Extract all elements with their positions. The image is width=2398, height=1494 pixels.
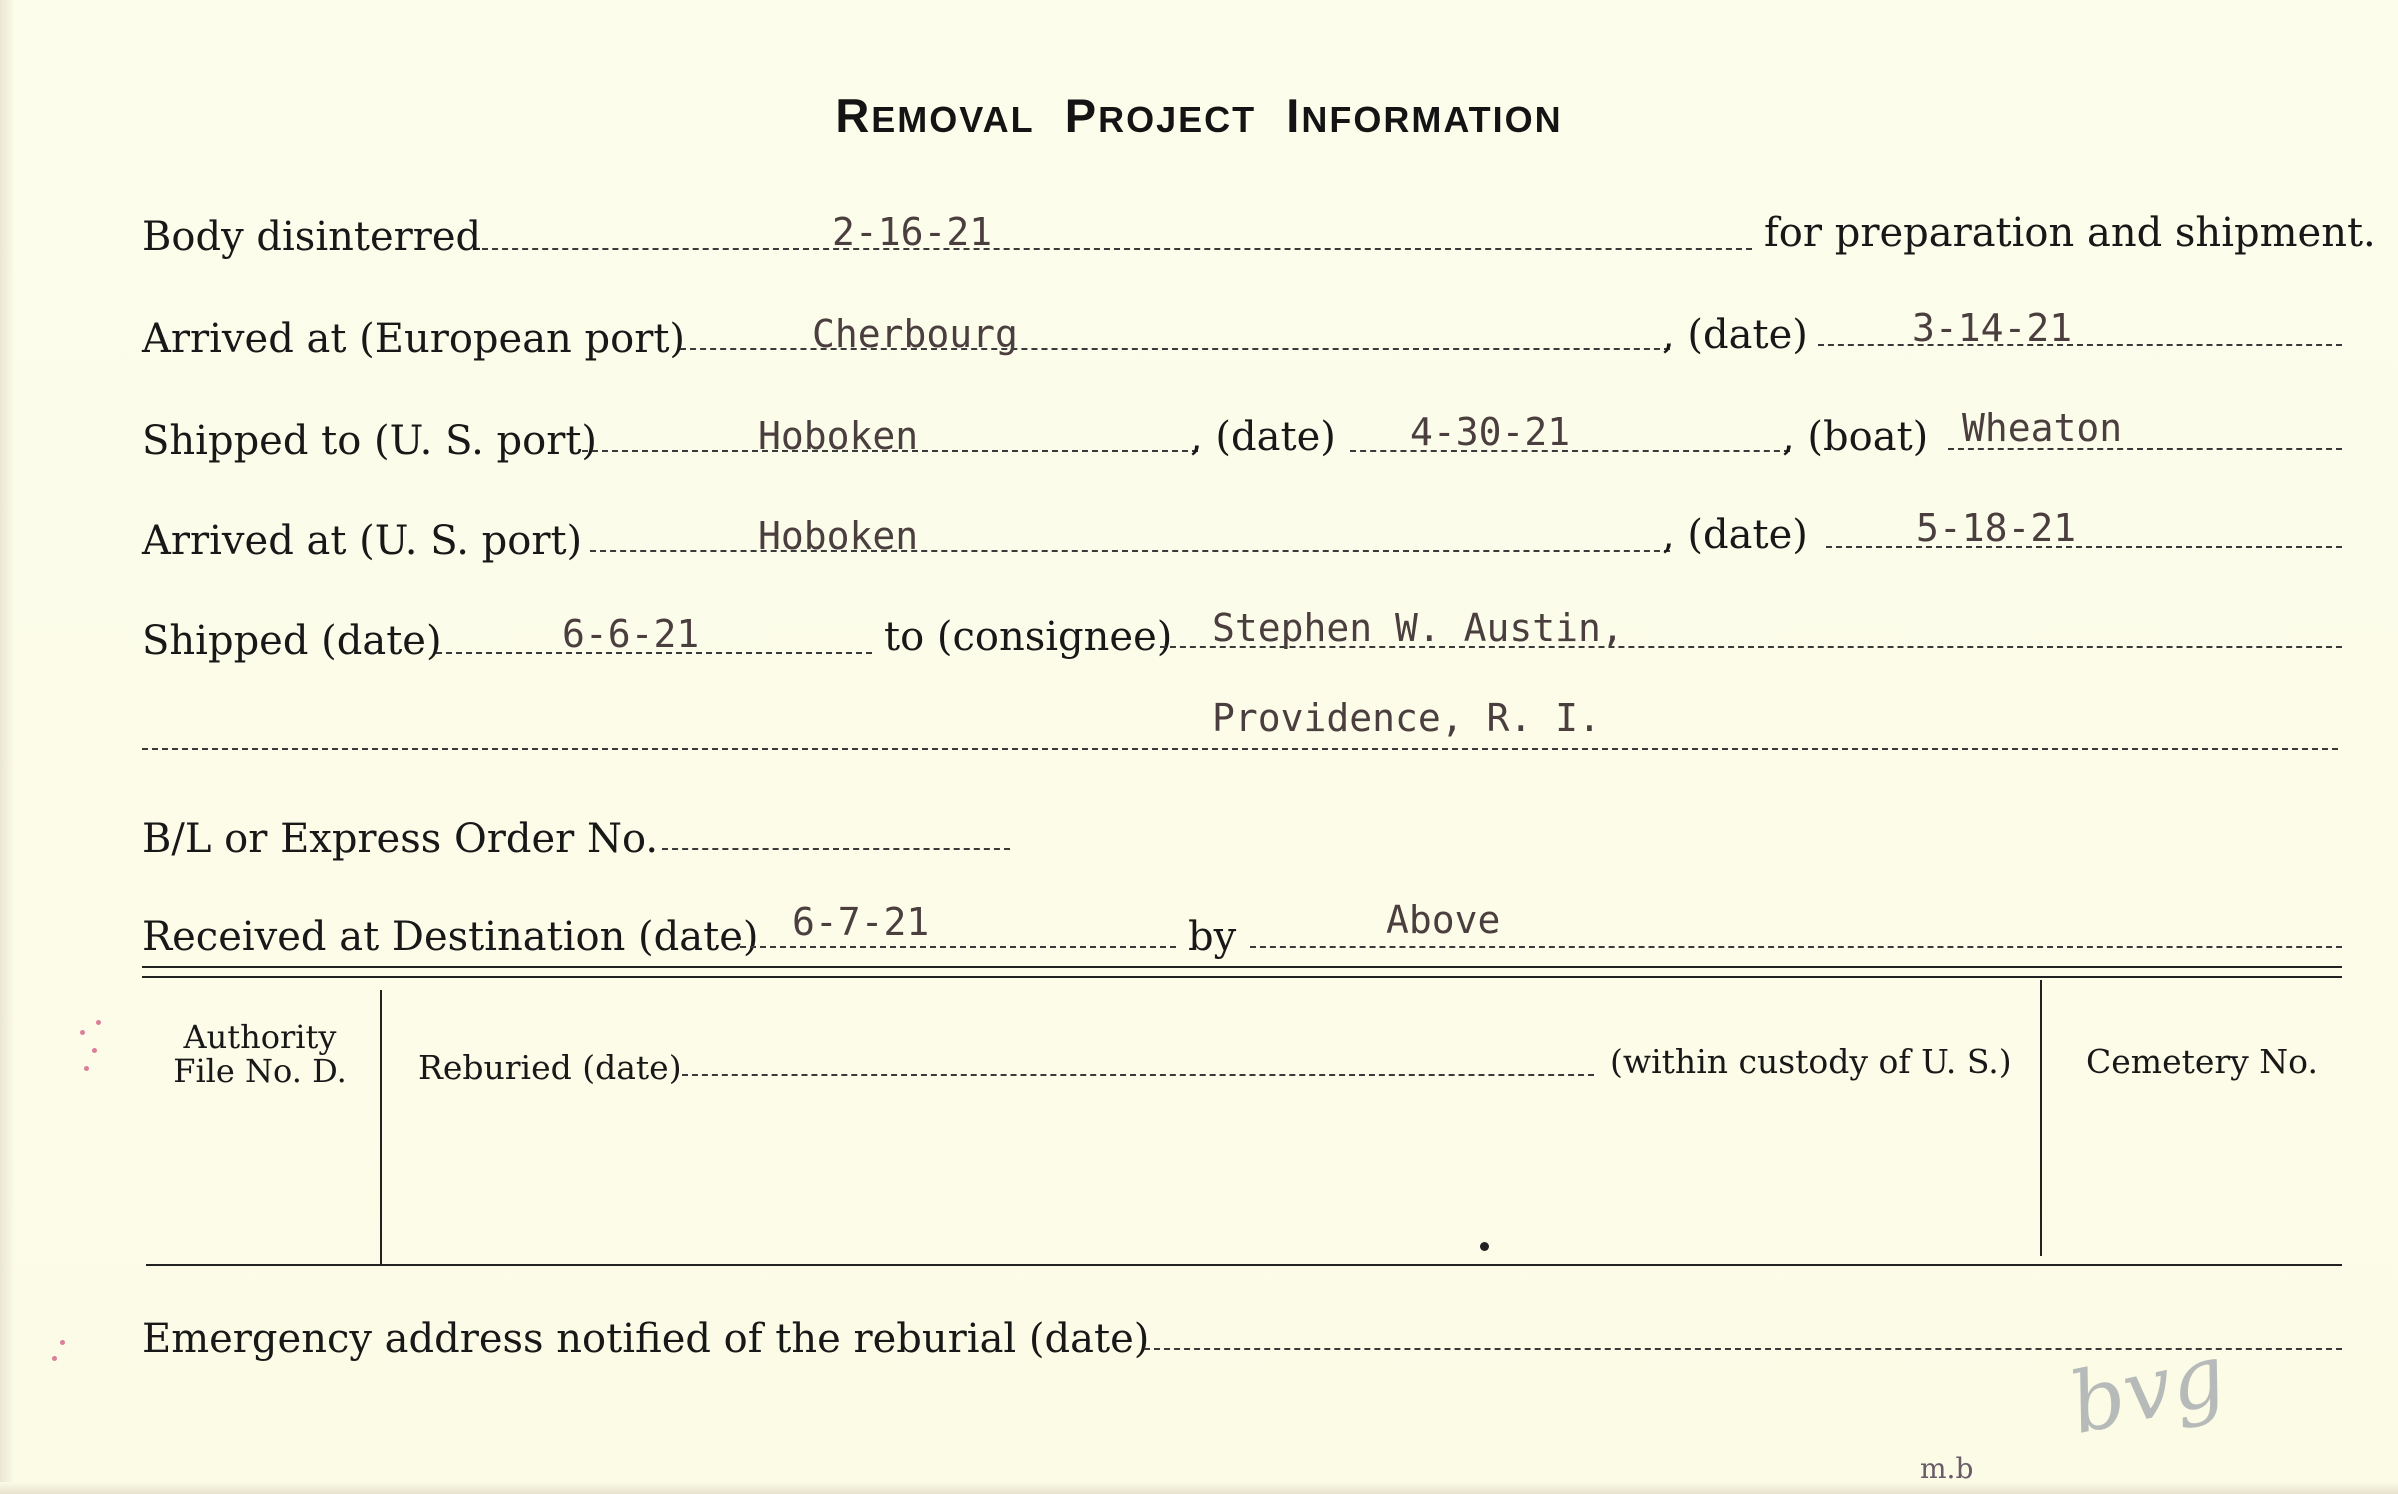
european-port-value: Cherbourg <box>812 312 1018 356</box>
disinterred-date-value: 2-16-21 <box>832 210 993 254</box>
arrived-us-date-line <box>1826 546 2342 548</box>
shipped-date-value: 4-30-21 <box>1410 410 1571 454</box>
received-by-label: by <box>1188 914 1237 960</box>
reburied-date-label: Reburied (date) <box>418 1048 682 1087</box>
european-date-label: , (date) <box>1662 312 1808 358</box>
red-speck <box>80 1030 85 1035</box>
shipped-date-label: , (date) <box>1190 414 1336 460</box>
received-date-value: 6-7-21 <box>792 900 930 944</box>
shipped-date-row-value: 6-6-21 <box>562 612 700 656</box>
page-title: REMOVAL PROJECT INFORMATION <box>835 89 1563 142</box>
consignee-name-value: Stephen W. Austin, <box>1212 606 1624 650</box>
received-destination-label: Received at Destination (date) <box>142 914 759 960</box>
shipped-date-row-label: Shipped (date) <box>142 618 442 664</box>
red-speck <box>60 1340 65 1345</box>
european-date-value: 3-14-21 <box>1912 306 2073 350</box>
arrived-us-port-line <box>590 550 1670 552</box>
card-edge-bottom <box>0 1482 2398 1494</box>
consignee-city-value: Providence, R. I. <box>1212 696 1601 740</box>
red-speck <box>52 1356 57 1361</box>
red-speck <box>96 1020 101 1025</box>
table-divider-right <box>2040 980 2042 1256</box>
card-edge-left <box>0 0 14 1494</box>
arrived-us-date-value: 5-18-21 <box>1916 506 2077 550</box>
bl-express-order-label: B/L or Express Order No. <box>142 816 659 862</box>
arrived-us-port-value: Hoboken <box>758 514 919 558</box>
emergency-address-label: Emergency address notified of the reburial (date) <box>142 1316 1150 1362</box>
european-date-line <box>1818 344 2342 346</box>
handwritten-initials: bvg <box>2061 1324 2234 1454</box>
received-date-line <box>740 946 1176 948</box>
table-bottom-rule <box>146 1264 2342 1266</box>
consignee-line-2 <box>142 748 2338 750</box>
cemetery-no-label: Cemetery No. <box>2086 1042 2318 1081</box>
arrived-us-port-label: Arrived at (U. S. port) <box>142 518 583 564</box>
table-top-rule <box>142 966 2342 968</box>
table-divider-left <box>380 990 382 1266</box>
red-speck <box>84 1066 89 1071</box>
disinterred-suffix: for preparation and shipment. <box>1764 210 2376 256</box>
ink-dot <box>1480 1242 1489 1251</box>
reburied-date-line <box>682 1074 1594 1076</box>
boat-value: Wheaton <box>1962 406 2123 450</box>
shipped-us-port-value: Hoboken <box>758 414 919 458</box>
arrived-us-date-label: , (date) <box>1662 512 1808 558</box>
small-mark: m.b <box>1920 1452 1974 1485</box>
boat-label: , (boat) <box>1782 414 1929 460</box>
shipped-us-port-label: Shipped to (U. S. port) <box>142 418 597 464</box>
authority-file-label: Authority File No. D. <box>173 1018 347 1090</box>
received-by-value: Above <box>1386 898 1501 942</box>
body-disinterred-label: Body disinterred <box>142 214 482 260</box>
disinterred-line <box>482 248 1752 250</box>
red-speck <box>92 1048 97 1053</box>
consignee-label: to (consignee) <box>884 614 1173 660</box>
arrived-european-port-label: Arrived at (European port) <box>142 316 686 362</box>
received-by-line <box>1250 946 2342 948</box>
bl-express-order-line <box>662 848 1010 850</box>
custody-label: (within custody of U. S.) <box>1610 1042 2012 1081</box>
table-top-rule-2 <box>142 976 2342 978</box>
